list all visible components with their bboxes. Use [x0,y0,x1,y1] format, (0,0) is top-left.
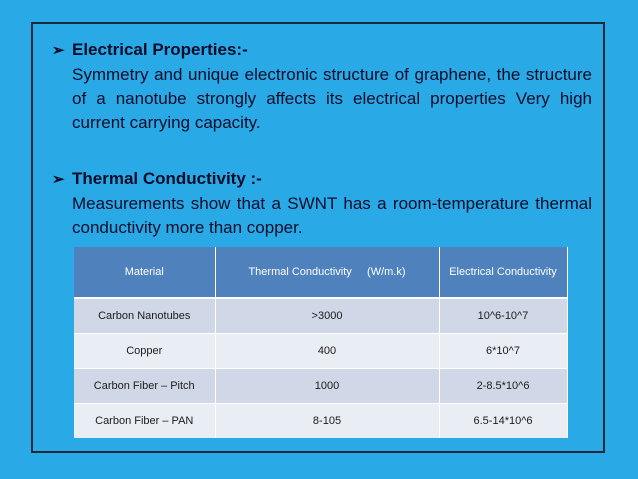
section-heading [52,38,592,63]
cell-thermal: 8-105 [215,404,439,439]
section-heading [52,167,592,192]
section-thermal-conductivity [52,167,592,240]
conductivity-table [74,247,568,438]
arrow-bullet-icon: ➢ [52,42,65,59]
cell-thermal: 1000 [215,369,439,404]
table-row [74,298,567,334]
arrow-bullet-icon: ➢ [52,171,65,188]
cell-thermal: >3000 [215,298,439,334]
section-electrical-properties [52,38,592,135]
header-thermal-conductivity: Thermal Conductivity (W/m.k) [215,247,439,298]
cell-material: Carbon Fiber – Pitch [74,369,215,404]
heading-text: Electrical Properties:- [72,40,248,59]
section-body-text: Symmetry and unique electronic structure of graphene, the structure of a nanotube strongly affects its electrical properties Very high current carrying capacity. [72,65,592,132]
table-header-row [74,247,567,298]
heading-text: Thermal Conductivity :- [72,169,262,188]
cell-electrical: 6*10^7 [439,334,567,369]
cell-electrical: 2-8.5*10^6 [439,369,567,404]
header-material: Material [74,247,215,298]
header-electrical-conductivity: Electrical Conductivity [439,247,567,298]
table-row [74,404,567,439]
cell-electrical: 10^6-10^7 [439,298,567,334]
cell-material: Carbon Fiber – PAN [74,404,215,439]
cell-material: Copper [74,334,215,369]
section-body-text: Measurements show that a SWNT has a room-temperature thermal conductivity more than copper. [72,194,592,237]
table-row [74,369,567,404]
cell-electrical: 6.5-14*10^6 [439,404,567,439]
cell-material: Carbon Nanotubes [74,298,215,334]
cell-thermal: 400 [215,334,439,369]
table-row [74,334,567,369]
